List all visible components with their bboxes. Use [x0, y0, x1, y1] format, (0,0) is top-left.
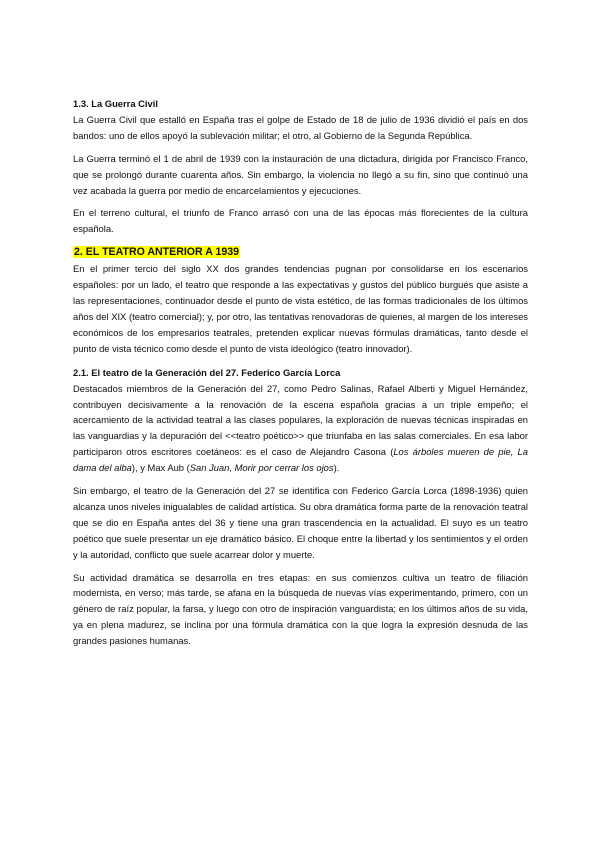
- section-heading-1-3: 1.3. La Guerra Civil: [73, 98, 158, 109]
- section-heading-2-1: 2.1. El teatro de la Generación del 27. Federico García Lorca: [73, 366, 341, 378]
- paragraph-generation-27: [73, 381, 528, 476]
- paragraph-lorca-stages: Su actividad dramática se desarrolla en tres etapas: en sus comienzos cultiva un teatro de filiación modernista, en verso; más tarde, se afana en la búsqueda de nuevas vías experimentando, primero, con un género de raíz popular, la farsa, y luego con otro de inspiración vanguardista; en los últimos años de su vida, ya en plena madurez, se inclina por una fórmula dramática con la que logra la expresión desnuda de las grandes pasiones humanas.: [73, 571, 528, 647]
- section-heading-2: [73, 244, 528, 261]
- paragraph-lorca: Sin embargo, el teatro de la Generación del 27 se identifica con Federico García Lorca (1898-1936) quien alcanza unos niveles inigualables de calidad artística. Su obra dramática forma parte de la renovación teatral que se dio en España antes del 36 y tiene una gran trascendencia en la actualidad. El suyo es un teatro poético que suele presentar un eje dramático básico. El choque entre la libertad y los sentimientos y el orden y la autoridad, conflicto que suele acarrear dolor y muerte.: [73, 485, 528, 560]
- paragraph-theatre-intro: En el primer tercio del siglo XX dos grandes tendencias pugnan por consolidarse en los escenarios españoles: por un lado, el teatro que responde a las expectativas y gustos del público burgués que asiste a las representaciones, continuador desde el punto de vista estético, de las formas tradicionales de los últimos años del XIX (teatro comercial); y, por otro, las tentativas renovadoras de quienes, al margen de los intereses económicos de los empresarios teatrales, pretenden explicar nuevas fórmulas dramáticas, tanto desde el punto de vista técnico como desde el punto de vista ideológico (teatro innovador).: [73, 263, 528, 354]
- paragraph-text: ), y Max Aub (: [131, 462, 190, 474]
- paragraph-civil-war-3: En el terreno cultural, el triunfo de Franco arrasó con una de las épocas más florecientes de la cultura española.: [73, 207, 528, 235]
- highlighted-heading-text: 2. EL TEATRO ANTERIOR A 1939: [74, 246, 240, 259]
- paragraph-civil-war-2: La Guerra terminó el 1 de abril de 1939 con la instauración de una dictadura, dirigida por Francisco Franco, que se prolongó durante cuarenta años. Sin embargo, la violencia no llegó a su fin, sino que continuó una vez acabada la guerra por medio de encarcelamientos y ejecuciones.: [73, 152, 528, 196]
- paragraph-text: ).: [333, 462, 340, 474]
- italic-work-titles: San Juan, Morir por cerrar los ojos: [189, 462, 334, 474]
- paragraph-civil-war-1: La Guerra Civil que estalló en España tras el golpe de Estado de 18 de julio de 1936 dividió el país en dos bandos: uno de ellos apoyó la sublevación militar; el otro, al Gobierno de la Segunda República.: [73, 113, 528, 141]
- paragraph-text: Destacados miembros de la Generación del 27, como Pedro Salinas, Rafael Alberti y Miguel Hernández, contribuyen decisivamente a la renovación de la escena española gracias a un triple empeño; el acercamiento de la actividad teatral a las clases populares, la exploración de nuevas técnicas inspiradas en las vanguardias y la depuración del <<teatro poético>> que triunfaba en las salas comerciales. En esa labor participaron otros escritores coetáneos: es el caso de Alejandro Casona (: [73, 382, 528, 458]
- italic-work-titles: Los árboles mueren de pie, La dama del alba: [73, 446, 528, 474]
